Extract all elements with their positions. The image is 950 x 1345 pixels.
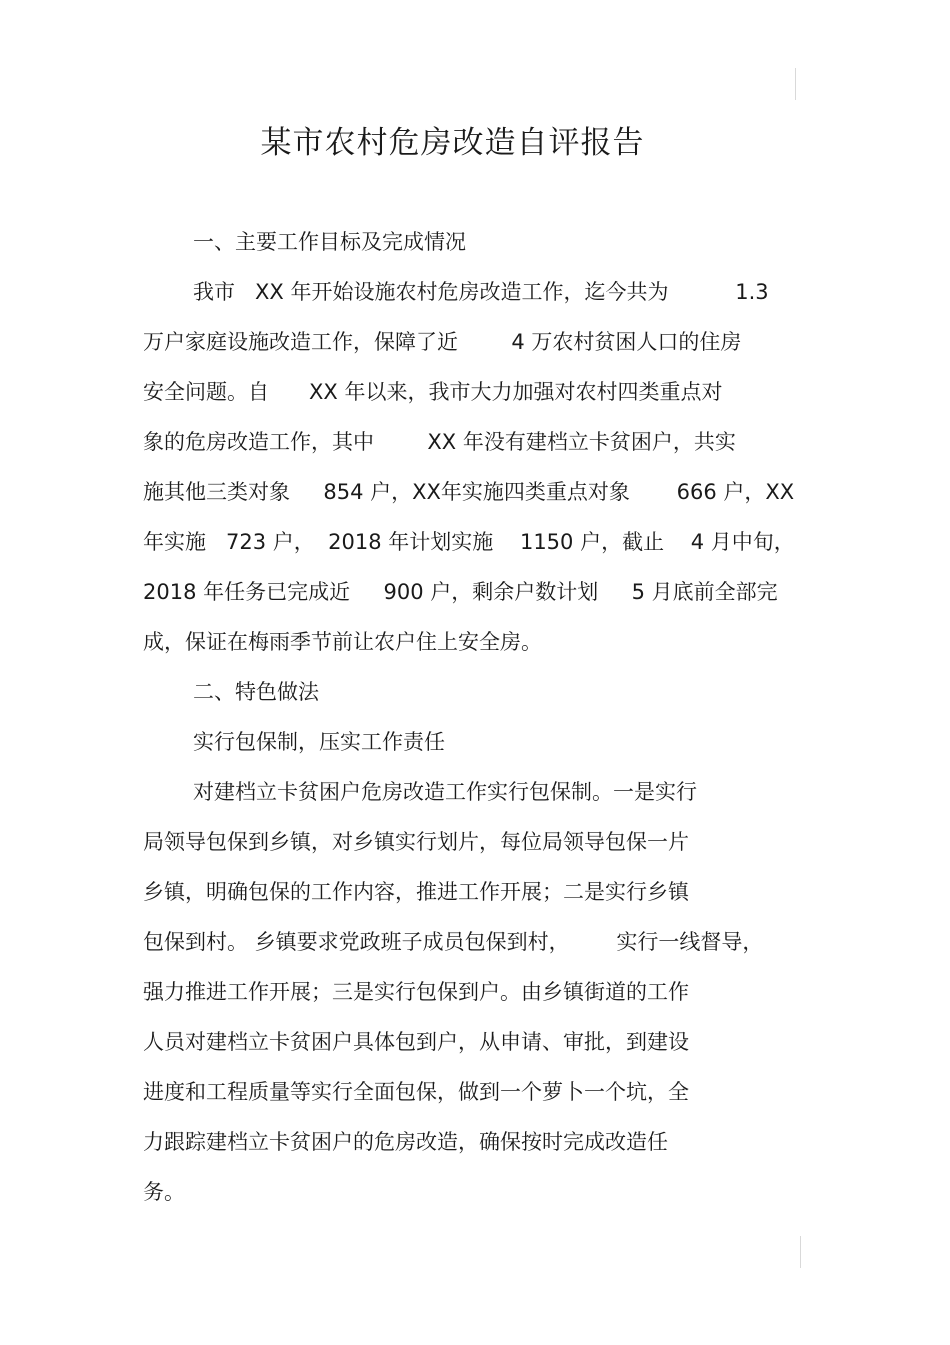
paragraph-line: 务。 — [143, 1180, 185, 1204]
section-heading-2: 二、特色做法 — [193, 680, 319, 704]
paragraph-line: 成，保证在梅雨季节前让农户住上安全房。 — [143, 630, 542, 654]
paragraph-line: 强力推进工作开展；三是实行包保到户。由乡镇街道的工作 — [143, 980, 689, 1004]
paragraph-line: 安全问题。自 XX 年以来，我市大力加强对农村四类重点对 — [143, 380, 723, 404]
document-title: 某市农村危房改造自评报告 — [260, 125, 645, 161]
paragraph-line: 进度和工程质量等实行全面包保，做到一个萝卜一个坑，全 — [143, 1080, 689, 1104]
paragraph-line: 乡镇，明确包保的工作内容，推进工作开展；二是实行乡镇 — [143, 880, 689, 904]
paragraph-line: 人员对建档立卡贫困户具体包到户，从申请、审批，到建设 — [143, 1030, 689, 1054]
paragraph-line: 2018 年任务已完成近 900 户，剩余户数计划 5 月底前全部完 — [143, 580, 778, 604]
paragraph-line: 局领导包保到乡镇，对乡镇实行划片，每位局领导包保一片 — [143, 830, 689, 854]
corner-mark-top — [795, 68, 796, 100]
paragraph-line: 包保到村。 乡镇要求党政班子成员包保到村， 实行一线督导， — [143, 930, 764, 954]
subheading: 实行包保制，压实工作责任 — [193, 730, 445, 754]
paragraph-line: 对建档立卡贫困户危房改造工作实行包保制。一是实行 — [193, 780, 697, 804]
paragraph-line: 力跟踪建档立卡贫困户的危房改造，确保按时完成改造任 — [143, 1130, 668, 1154]
paragraph-line: 施其他三类对象 854 户，XX年实施四类重点对象 666 户，XX — [143, 480, 795, 504]
section-heading-1: 一、主要工作目标及完成情况 — [193, 230, 466, 254]
paragraph-line: 年实施 723 户， 2018 年计划实施 1150 户，截止 4 月中旬， — [143, 530, 795, 554]
paragraph-line: 我市 XX 年开始设施农村危房改造工作，迄今共为 1.3 — [193, 280, 769, 304]
paragraph-line: 万户家庭设施改造工作，保障了近 4 万农村贫困人口的住房 — [143, 330, 742, 354]
corner-mark-bottom — [800, 1236, 801, 1268]
paragraph-line: 象的危房改造工作，其中 XX 年没有建档立卡贫困户，共实 — [143, 430, 736, 454]
